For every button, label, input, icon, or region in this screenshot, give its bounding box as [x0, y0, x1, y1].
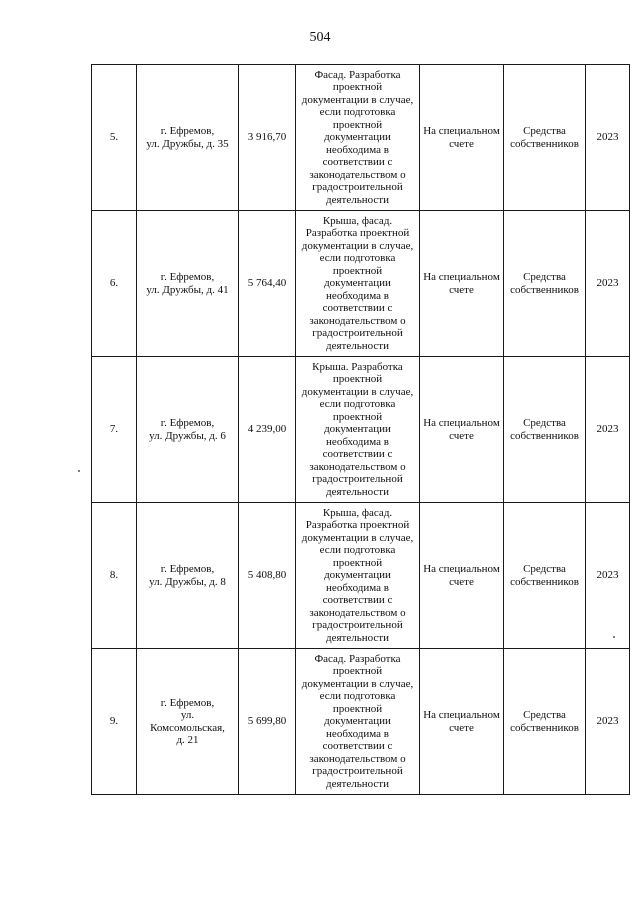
cell-work-description [296, 649, 420, 795]
text-line: законодательством о [309, 606, 406, 619]
text-line: деятельности [326, 193, 389, 206]
text-line: документации [324, 277, 391, 290]
cell-row-number: 7. [92, 357, 137, 503]
scan-speck [78, 470, 80, 472]
text-line: д. 21 [176, 734, 199, 746]
cell-amount: 5 699,80 [239, 649, 296, 795]
cell-account-type [420, 649, 504, 795]
text-line: г. Ефремов, [160, 417, 215, 429]
text-line: соответствии с [322, 302, 393, 315]
text-line: счете [449, 283, 474, 296]
text-line: На специальном [423, 709, 500, 721]
text-line: ул. Дружбы, д. 41 [146, 283, 229, 296]
text-line: На специальном [423, 271, 500, 283]
text-line: собственников [510, 721, 579, 734]
text-line: необходима в [326, 289, 389, 302]
text-line: Средства [523, 271, 566, 283]
text-line: собственников [510, 283, 579, 296]
text-line: г. Ефремов, [160, 125, 215, 137]
text-line: если подготовка [319, 398, 396, 411]
text-line: если подготовка [319, 690, 396, 703]
text-line: документации в случае, [301, 93, 414, 106]
cell-funding-source [504, 357, 586, 503]
cell-amount: 5 408,80 [239, 503, 296, 649]
cell-account-type [420, 503, 504, 649]
text-line: г. Ефремов, [160, 271, 215, 283]
cell-work-description [296, 357, 420, 503]
text-line: счете [449, 721, 474, 734]
text-line: собственников [510, 575, 579, 588]
text-line: г. Ефремов, [160, 563, 215, 575]
text-line: необходима в [326, 143, 389, 156]
text-line: г. Ефремов, [160, 696, 215, 709]
scan-speck [613, 636, 615, 638]
text-line: проектной [332, 702, 383, 715]
text-line: Средства [523, 563, 566, 575]
text-line: документации в случае, [301, 239, 414, 252]
cell-year: 2023 [586, 503, 630, 649]
text-line: ул. Дружбы, д. 35 [146, 137, 229, 150]
text-line: Разработка проектной [305, 227, 410, 240]
text-line: ул. [180, 709, 195, 721]
table-row [92, 503, 630, 649]
text-line: Комсомольская, [150, 721, 225, 734]
text-line: Крыша, фасад. [322, 506, 393, 519]
cell-row-number: 5. [92, 65, 137, 211]
cell-year: 2023 [586, 357, 630, 503]
cell-address [137, 503, 239, 649]
text-line: документации в случае, [301, 677, 414, 690]
text-line: проектной [332, 410, 383, 423]
cell-funding-source [504, 503, 586, 649]
text-line: документации [324, 715, 391, 728]
cell-row-number: 9. [92, 649, 137, 795]
text-line: деятельности [326, 339, 389, 352]
cell-funding-source [504, 65, 586, 211]
text-line: счете [449, 137, 474, 150]
cell-amount: 4 239,00 [239, 357, 296, 503]
cell-address [137, 65, 239, 211]
text-line: Фасад. Разработка [314, 68, 401, 81]
text-line: законодательством о [309, 314, 406, 327]
table-row [92, 211, 630, 357]
cell-year: 2023 [586, 211, 630, 357]
text-line: необходима в [326, 581, 389, 594]
text-line: деятельности [326, 777, 389, 790]
table-row [92, 649, 630, 795]
text-line: Крыша. Разработка [312, 360, 403, 373]
cell-work-description [296, 211, 420, 357]
table-row [92, 65, 630, 211]
text-line: документации в случае, [301, 385, 414, 398]
text-line: счете [449, 429, 474, 442]
table-body [92, 65, 630, 795]
text-line: деятельности [326, 485, 389, 498]
cell-account-type [420, 211, 504, 357]
text-line: собственников [510, 137, 579, 150]
text-line: законодательством о [309, 752, 406, 765]
text-line: законодательством о [309, 460, 406, 473]
cell-funding-source [504, 211, 586, 357]
text-line: документации [324, 131, 391, 144]
text-line: собственников [510, 429, 579, 442]
text-line: документации [324, 423, 391, 436]
text-line: счете [449, 575, 474, 588]
text-line: соответствии с [322, 594, 393, 607]
cell-year: 2023 [586, 649, 630, 795]
text-line: градостроительной [312, 619, 403, 632]
text-line: проектной [332, 118, 383, 131]
text-line: соответствии с [322, 740, 393, 753]
text-line: Средства [523, 125, 566, 137]
cell-funding-source [504, 649, 586, 795]
repair-schedule-table [91, 64, 630, 795]
text-line: градостроительной [312, 765, 403, 778]
text-line: если подготовка [319, 544, 396, 557]
text-line: ул. Дружбы, д. 8 [149, 575, 226, 588]
cell-address [137, 211, 239, 357]
text-line: проектной [332, 264, 383, 277]
text-line: На специальном [423, 125, 500, 137]
text-line: Фасад. Разработка [314, 652, 401, 665]
text-line: На специальном [423, 563, 500, 575]
text-line: необходима в [326, 435, 389, 448]
text-line: градостроительной [312, 473, 403, 486]
cell-address [137, 649, 239, 795]
text-line: если подготовка [319, 106, 396, 119]
table-row [92, 357, 630, 503]
text-line: законодательством о [309, 168, 406, 181]
text-line: Крыша, фасад. [322, 214, 393, 227]
text-line: проектной [332, 556, 383, 569]
text-line: деятельности [326, 631, 389, 644]
cell-work-description [296, 503, 420, 649]
text-line: необходима в [326, 727, 389, 740]
cell-year: 2023 [586, 65, 630, 211]
text-line: соответствии с [322, 156, 393, 169]
cell-work-description [296, 65, 420, 211]
text-line: Средства [523, 417, 566, 429]
text-line: если подготовка [319, 252, 396, 265]
text-line: ул. Дружбы, д. 6 [149, 429, 226, 442]
cell-amount: 5 764,40 [239, 211, 296, 357]
page-number: 504 [309, 30, 331, 45]
text-line: документации в случае, [301, 531, 414, 544]
cell-account-type [420, 357, 504, 503]
cell-address [137, 357, 239, 503]
text-line: градостроительной [312, 327, 403, 340]
cell-row-number: 6. [92, 211, 137, 357]
text-line: соответствии с [322, 448, 393, 461]
text-line: На специальном [423, 417, 500, 429]
text-line: Средства [523, 709, 566, 721]
text-line: проектной [332, 81, 383, 94]
cell-row-number: 8. [92, 503, 137, 649]
text-line: проектной [332, 665, 383, 678]
text-line: Разработка проектной [305, 519, 410, 532]
text-line: градостроительной [312, 181, 403, 194]
cell-account-type [420, 65, 504, 211]
text-line: проектной [332, 373, 383, 386]
text-line: документации [324, 569, 391, 582]
cell-amount: 3 916,70 [239, 65, 296, 211]
